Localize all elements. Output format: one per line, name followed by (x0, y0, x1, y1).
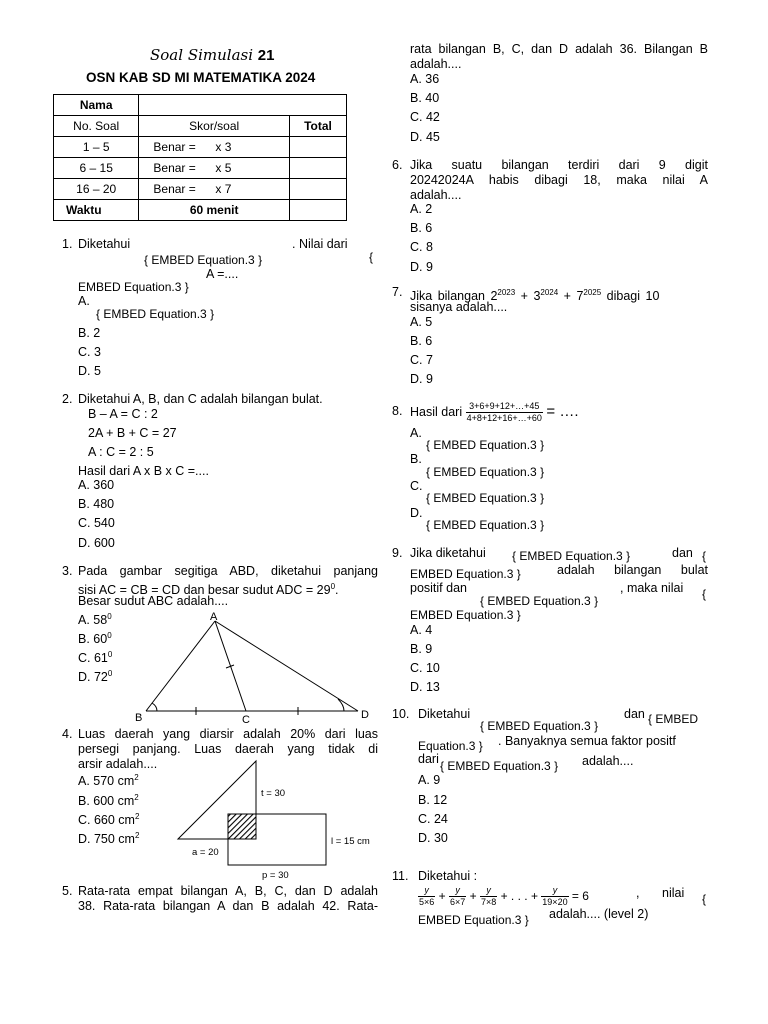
q-text: . Nilai dari (292, 237, 348, 251)
option-a: A. (410, 426, 422, 440)
waktu-value: 60 menit (139, 200, 290, 221)
q-number: 11. (392, 869, 409, 883)
label-c: C (242, 714, 250, 725)
embed-placeholder: { (702, 892, 707, 906)
nama-field (139, 95, 347, 116)
fraction (449, 885, 466, 908)
row-benar (139, 179, 290, 200)
fraction (541, 885, 568, 908)
q-text: Pada gambar segitiga ABD, diketahui panjang (78, 564, 378, 578)
q-text: 20242024A habis dibagi 18, maka nilai A (410, 173, 708, 187)
plus: + (438, 889, 446, 903)
title-italic: Soal Simulasi (150, 46, 254, 64)
q-text: A =.... (206, 267, 239, 281)
q-text: Besar sudut ABC adalah.... (78, 594, 229, 608)
q-text: adalah.... (level 2) (549, 907, 649, 921)
embed-placeholder: { (702, 587, 707, 601)
embed-placeholder: { EMBED Equation.3 } (426, 438, 545, 452)
row-benar (139, 137, 290, 158)
waktu-label: Waktu (54, 200, 139, 221)
option-c: C. 24 (418, 812, 448, 826)
plus: + (469, 889, 477, 903)
q-text: , maka nilai (620, 581, 684, 595)
q-number: 3. (62, 564, 73, 578)
option-text: C. 660 cm (78, 813, 135, 828)
numerator: y (541, 885, 568, 897)
numerator: y (449, 885, 466, 897)
option-a: A. 4 (410, 623, 433, 637)
denominator: 5×6 (419, 897, 435, 908)
option-b: B. 40 (410, 91, 440, 105)
embed-placeholder: { EMBED Equation.3 } (512, 549, 631, 563)
multiplier: x 5 (215, 161, 232, 175)
embed-placeholder: { EMBED Equation.3 } (426, 518, 545, 532)
option-b: B. 6 (410, 334, 433, 348)
embed-placeholder: { EMBED Equation.3 } (96, 307, 215, 321)
option-c (78, 809, 139, 828)
option-text: C. 61 (78, 651, 108, 666)
option-c (78, 647, 112, 666)
q-text: Jika diketahui (410, 546, 486, 560)
option-c: C. 8 (410, 240, 433, 254)
q-text: Luas daerah yang diarsir adalah 20% dari luas (78, 727, 378, 741)
area-figure (170, 755, 385, 885)
degree-sup: 0 (330, 582, 336, 591)
q-text-part: + 3 (515, 289, 541, 304)
option-text: D. 750 cm (78, 832, 135, 847)
degree-sup: 0 (107, 669, 113, 678)
fraction (480, 885, 497, 908)
q-text: Diketahui (78, 237, 131, 251)
q-number: 5. (62, 884, 73, 898)
squared-sup: 2 (134, 773, 139, 782)
score-table (53, 94, 347, 221)
embed-placeholder: { EMBED Equation.3 } (144, 253, 263, 267)
embed-placeholder: { (702, 549, 707, 563)
benar-label: Benar = (153, 182, 196, 196)
option-a: A. 5 (410, 315, 433, 329)
q-text-part: . (335, 583, 339, 598)
option-a: A. (78, 294, 90, 308)
q-text-part: Jika bilangan 2 (410, 289, 498, 304)
exponent: 2023 (497, 288, 516, 297)
option-a: A. 9 (418, 773, 441, 787)
q-number: 7. (392, 285, 403, 299)
option-b: B. 9 (410, 642, 433, 656)
option-text: A. 570 cm (78, 774, 135, 789)
q-number: 9. (392, 546, 403, 560)
embed-placeholder: { EMBED Equation.3 } (426, 491, 545, 505)
angle-arc-b (152, 703, 157, 711)
q-text: Hasil dari A x B x C =.... (78, 464, 209, 478)
q-number: 2. (62, 392, 73, 406)
page-title (150, 46, 274, 64)
option-d: D. 9 (410, 260, 433, 274)
squared-sup: 2 (134, 831, 140, 840)
q-text: arsir adalah.... (78, 757, 158, 771)
q-text: sisanya adalah.... (410, 300, 508, 314)
denominator: 7×8 (480, 897, 497, 908)
option-c: C. 540 (78, 516, 115, 530)
exponent: 2025 (583, 288, 602, 297)
side-ab (146, 621, 215, 711)
q-text: Rata-rata empat bilangan A, B, C, dan D adalah (78, 884, 378, 898)
numerator: y (480, 885, 497, 897)
option-b: B. 480 (78, 497, 115, 511)
q-text-part: Hasil dari (410, 405, 463, 419)
benar-label: Benar = (153, 161, 196, 175)
q-number: 8. (392, 404, 403, 418)
label-a: A (210, 611, 218, 623)
q-text: Diketahui (418, 707, 471, 721)
option-text: B. 600 cm (78, 794, 135, 809)
option-b: B. 6 (410, 221, 433, 235)
option-d (78, 666, 112, 685)
q-text: rata bilangan B, C, dan D adalah 36. Bilangan B (410, 42, 708, 56)
q-text: 38. Rata-rata bilangan A dan B adalah 42. Rata- (78, 899, 378, 913)
option-a: A. 2 (410, 202, 433, 216)
series-equation (418, 882, 589, 910)
label-d: D (361, 709, 369, 721)
equation: A : C = 2 : 5 (88, 445, 154, 459)
embed-placeholder: { (369, 250, 374, 264)
label-p: p = 30 (262, 870, 289, 881)
q-text: adalah.... (410, 188, 462, 202)
q-text: positif dan (410, 581, 467, 595)
q-text: adalah bilangan bulat (557, 563, 708, 577)
option-c: C. 7 (410, 353, 433, 367)
denominator: 19×20 (542, 897, 568, 908)
degree-sup: 0 (107, 650, 113, 659)
q-number: 4. (62, 727, 73, 741)
option-text: D. 72 (78, 670, 108, 685)
option-d: D. 13 (410, 680, 440, 694)
option-a (78, 609, 112, 628)
row-benar (139, 158, 290, 179)
col-skor: Skor/soal (139, 116, 290, 137)
page-subtitle: OSN KAB SD MI MATEMATIKA 2024 (86, 70, 316, 85)
side-ad (215, 621, 358, 711)
q-text: . Banyaknya semua faktor positf (498, 734, 676, 748)
triangle-figure (130, 610, 380, 725)
row-range: 1 – 5 (54, 137, 139, 158)
q-number: 10. (392, 707, 410, 721)
option-b (78, 790, 139, 809)
q-text: adalah.... (582, 754, 634, 768)
degree-sup: 0 (107, 631, 112, 640)
option-c: C. (410, 479, 423, 493)
q-text: dan (624, 707, 645, 721)
label-a: a = 20 (192, 847, 219, 858)
option-text: A. 58 (78, 613, 108, 628)
q-text: Diketahui : (418, 869, 478, 883)
label-b: B (135, 712, 143, 724)
option-b: B. 12 (418, 793, 448, 807)
q-text-part: = …. (546, 403, 579, 420)
col-no-soal: No. Soal (54, 116, 139, 137)
q-text: Diketahui A, B, dan C adalah bilangan bulat. (78, 392, 323, 406)
q-number: 1. (62, 237, 73, 251)
embed-placeholder: { EMBED Equation.3 } (440, 759, 559, 773)
title-number: 21 (257, 47, 275, 64)
numerator: 3+6+9+12+…+45 (466, 401, 543, 413)
option-b: B. (410, 452, 422, 466)
fraction (418, 885, 435, 908)
row-total (289, 137, 346, 158)
q-text (410, 398, 579, 426)
embed-placeholder: EMBED Equation.3 } (78, 280, 189, 294)
numerator: y (418, 885, 435, 897)
option-d: D. (410, 506, 423, 520)
option-d: D. 600 (78, 536, 115, 550)
denominator: 4+8+12+16+…+60 (466, 413, 542, 424)
fraction (466, 401, 543, 424)
embed-placeholder: EMBED Equation.3 } (418, 913, 529, 927)
exponent: 2024 (540, 288, 559, 297)
col-total: Total (289, 116, 346, 137)
option-b (78, 628, 112, 647)
squared-sup: 2 (134, 812, 140, 821)
label-l: l = 15 cm (331, 836, 370, 847)
option-a (78, 770, 139, 789)
embed-placeholder: { EMBED (648, 712, 699, 726)
benar-label: Benar = (153, 140, 196, 154)
option-d (78, 828, 139, 847)
equals: = 6 (571, 889, 589, 903)
option-c: C. 10 (410, 661, 440, 675)
q-text-part: dibagi 10 (601, 289, 660, 304)
q-text: Jika suatu bilangan terdiri dari 9 digit (410, 158, 708, 172)
waktu-total (289, 200, 346, 221)
embed-placeholder: Equation.3 } (418, 739, 483, 753)
q-number: 6. (392, 158, 403, 172)
embed-placeholder: EMBED Equation.3 } (410, 567, 521, 581)
option-c: C. 42 (410, 110, 440, 124)
denominator: 6×7 (449, 897, 466, 908)
embed-placeholder: { EMBED Equation.3 } (480, 719, 599, 733)
q-text: nilai (662, 886, 685, 900)
multiplier: x 7 (215, 182, 232, 196)
nama-label: Nama (54, 95, 139, 116)
equation: 2A + B + C = 27 (88, 426, 177, 440)
option-d: D. 30 (418, 831, 448, 845)
option-d: D. 5 (78, 364, 101, 378)
option-text: B. 60 (78, 632, 108, 647)
row-range: 6 – 15 (54, 158, 139, 179)
embed-placeholder: { EMBED Equation.3 } (480, 594, 599, 608)
label-t: t = 30 (261, 788, 286, 799)
row-range: 16 – 20 (54, 179, 139, 200)
q-text: dan (672, 546, 693, 560)
option-a: A. 360 (78, 478, 115, 492)
ellipsis: + . . . + (500, 889, 538, 903)
q-text-part: + 7 (558, 289, 584, 304)
equation: B – A = C : 2 (88, 407, 158, 421)
option-c: C. 3 (78, 345, 101, 359)
row-total (289, 179, 346, 200)
q-text: dari (418, 752, 439, 766)
multiplier: x 3 (215, 140, 232, 154)
shaded-area (228, 814, 256, 839)
row-total (289, 158, 346, 179)
option-d: D. 45 (410, 130, 440, 144)
q-text: persegi panjang. Luas daerah yang tidak di (78, 742, 378, 756)
option-b: B. 2 (78, 326, 101, 340)
option-d: D. 9 (410, 372, 433, 386)
q-text-part: sisi AC = CB = CD dan besar sudut ADC = 29 (78, 583, 331, 598)
option-a: A. 36 (410, 72, 440, 86)
squared-sup: 2 (134, 793, 139, 802)
embed-placeholder: EMBED Equation.3 } (410, 608, 521, 622)
embed-placeholder: { EMBED Equation.3 } (426, 465, 545, 479)
q-text: adalah.... (410, 57, 462, 71)
q-text: , (636, 886, 640, 900)
degree-sup: 0 (107, 612, 112, 621)
